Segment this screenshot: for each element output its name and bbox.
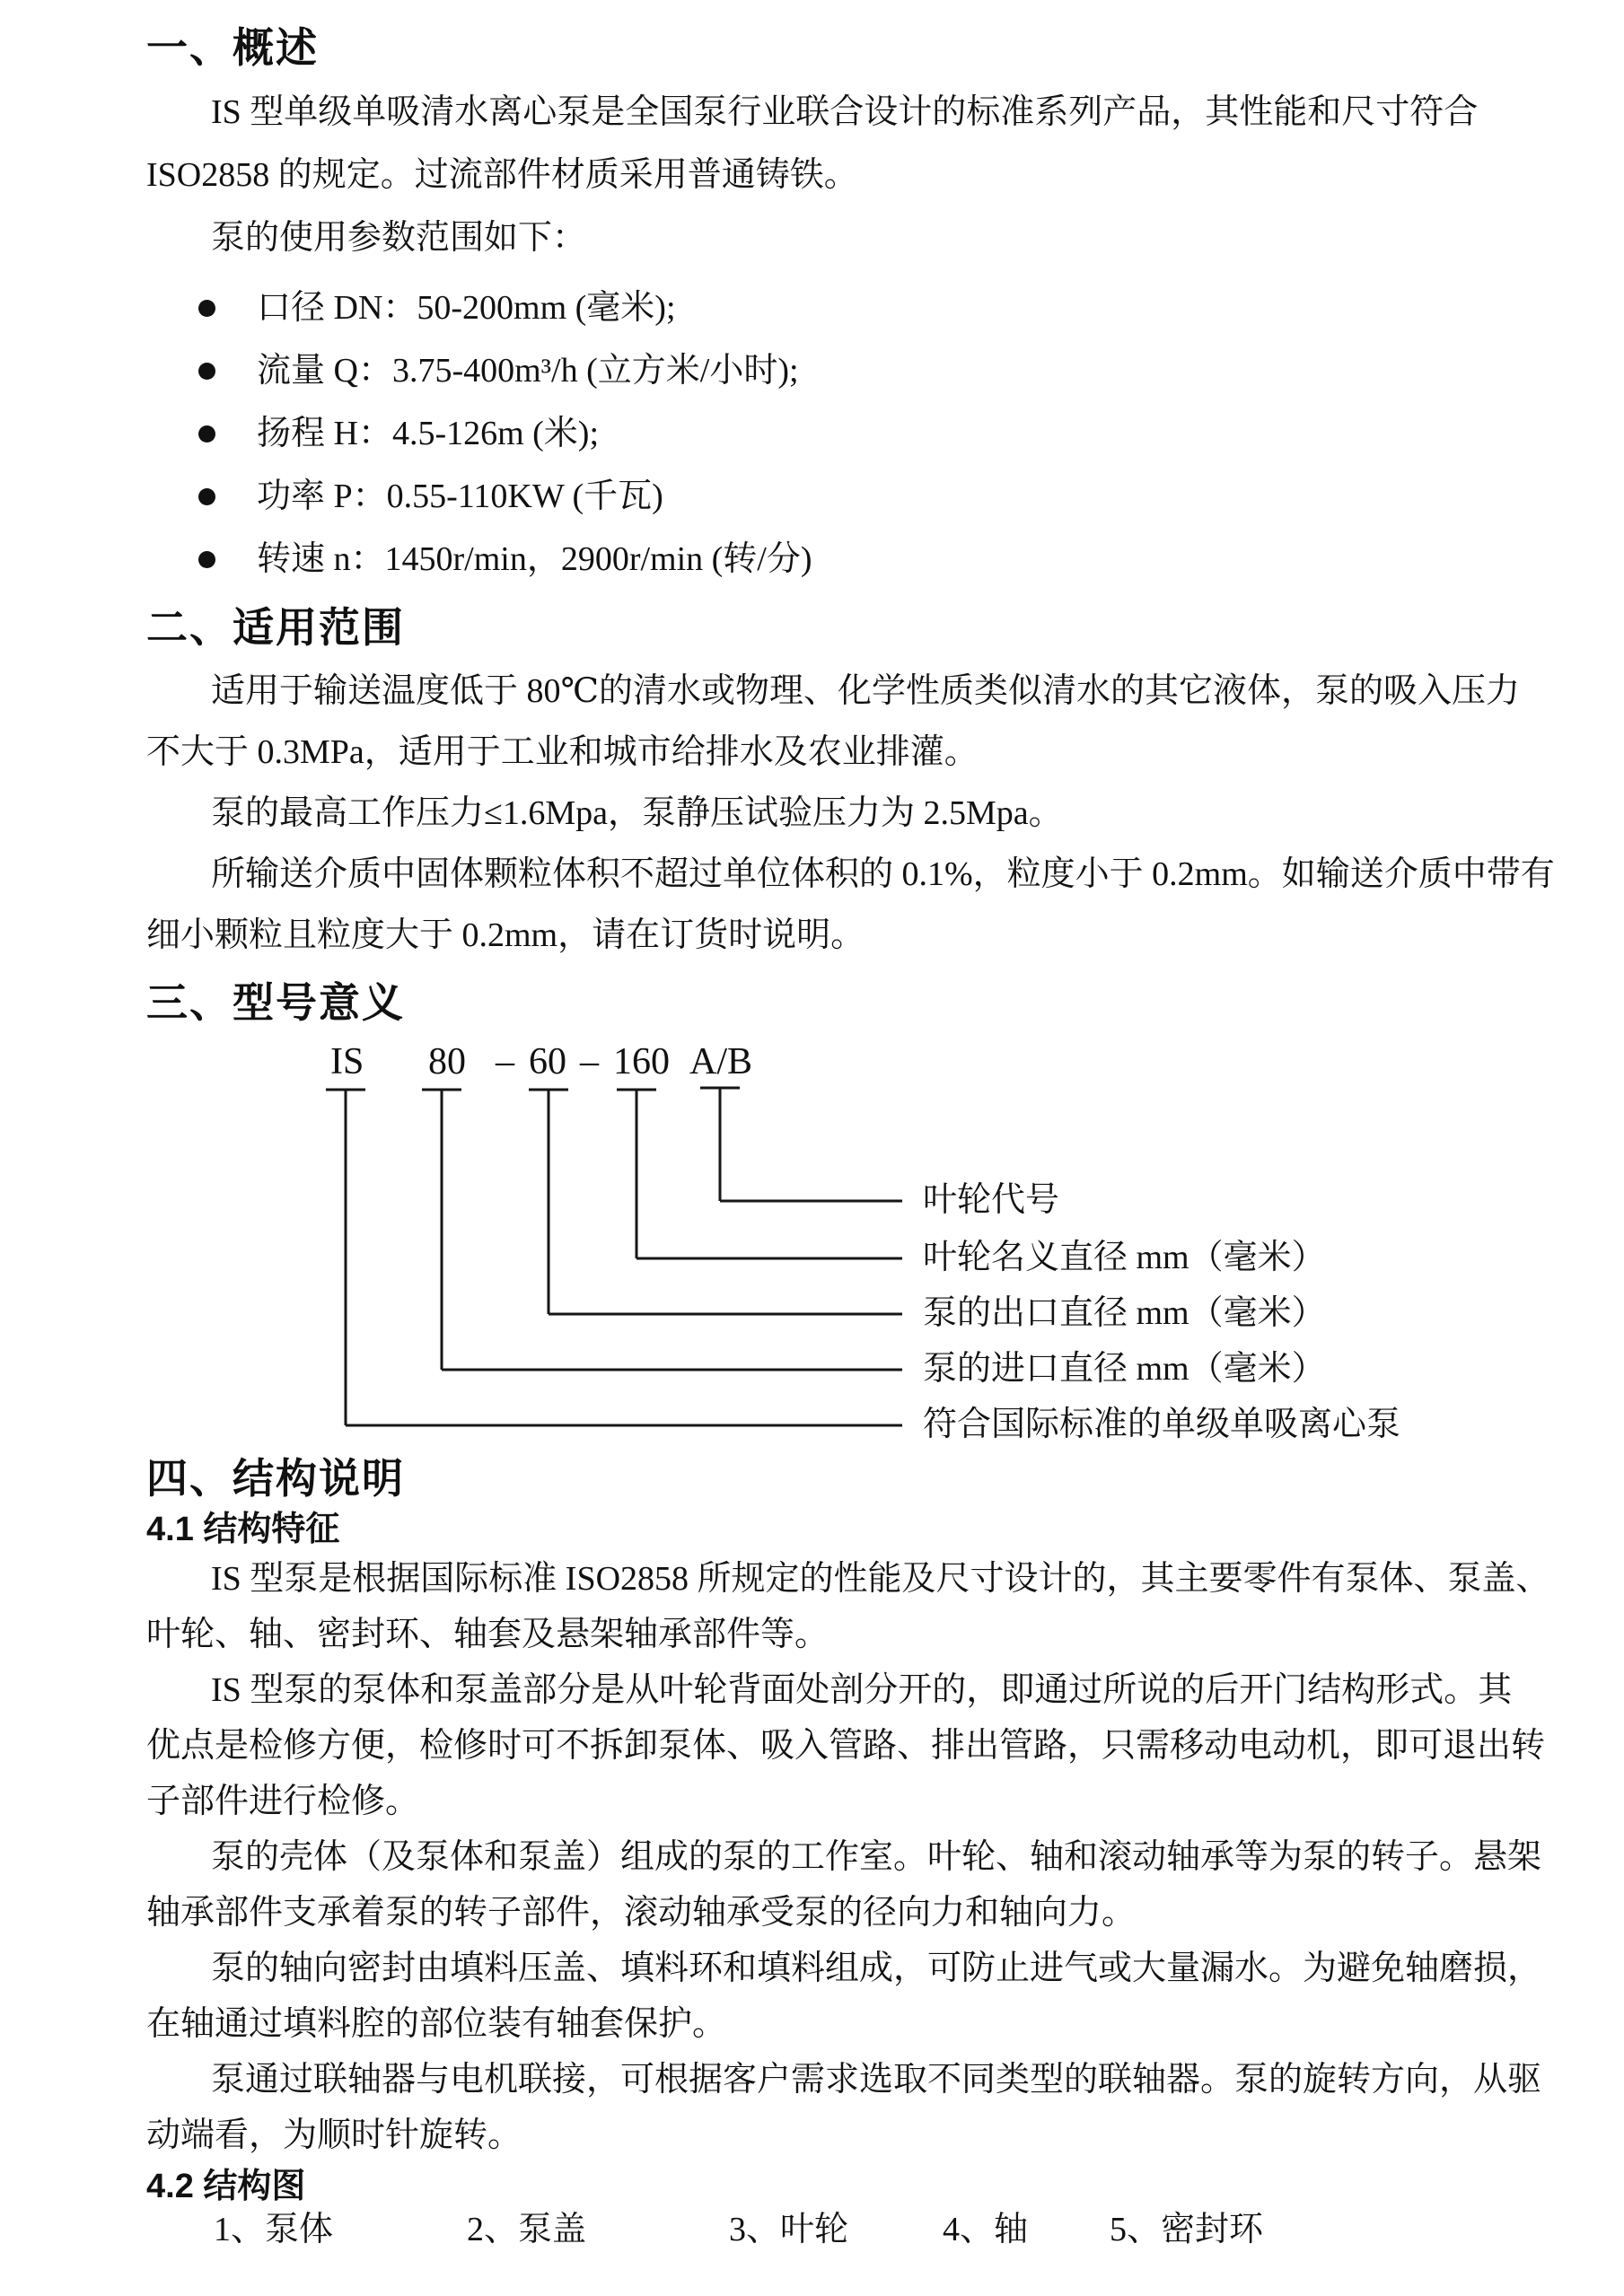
structure-paragraph-line: 泵通过联轴器与电机联接，可根据客户需求选取不同类型的联轴器。泵的旋转方向，从驱	[211, 2061, 1542, 2099]
model-diagram-connector-lines	[146, 1032, 1541, 1454]
model-code-outlet: 60	[529, 1041, 566, 1082]
model-label-impeller-code: 叶轮代号	[923, 1181, 1060, 1219]
structure-paragraph-line: 动端看，为顺时针旋转。	[146, 2116, 522, 2154]
part-item-pump-body: 1、泵体	[214, 2211, 334, 2248]
parameter-text: 扬程 H：4.5-126m (米);	[257, 415, 600, 452]
section-structure-heading: 四、结构说明	[146, 1455, 405, 1502]
parameter-item-flow	[146, 339, 1541, 402]
structure-paragraph-line: 泵的轴向密封由填料压盖、填料环和填料组成，可防止进气或大量漏水。为避免轴磨损，	[211, 1950, 1542, 1987]
structure-paragraph-line: 叶轮、轴、密封环、轴套及悬架轴承部件等。	[146, 1616, 830, 1653]
bullet-dot-icon	[198, 363, 215, 380]
structure-paragraph-line: 轴承部件支承着泵的转子部件，滚动轴承受泵的径向力和轴向力。	[146, 1894, 1137, 1932]
model-code-diagram	[146, 1032, 1541, 1454]
pump-parameter-list	[146, 276, 1541, 591]
model-code-dash-icon: –	[496, 1041, 514, 1082]
parameter-text: 转速 n：1450r/min，2900r/min (转/分)	[257, 540, 812, 578]
model-code-impeller-diameter: 160	[613, 1041, 670, 1082]
subsection-structure-drawing-heading: 4.2 结构图	[146, 2168, 306, 2205]
parameter-item-diameter	[146, 276, 1541, 339]
structure-paragraph-line: IS 型泵的泵体和泵盖部分是从叶轮背面处剖分开的，即通过所说的后开门结构形式。其	[211, 1671, 1513, 1709]
part-item-pump-cover: 2、泵盖	[467, 2211, 587, 2248]
parameter-text: 口径 DN：50-200mm (毫米);	[257, 289, 676, 327]
application-paragraph-line: 不大于 0.3MPa，适用于工业和城市给排水及农业排灌。	[146, 733, 979, 771]
parameter-item-head	[146, 402, 1541, 465]
structure-paragraph-line: 在轴通过填料腔的部位装有轴套保护。	[146, 2005, 727, 2043]
subsection-structure-features-heading: 4.1 结构特征	[146, 1511, 340, 1548]
bullet-dot-icon	[198, 488, 215, 505]
model-code-dash-icon: –	[580, 1041, 599, 1082]
application-paragraph-line: 泵的最高工作压力≤1.6Mpa，泵静压试验压力为 2.5Mpa。	[211, 794, 1063, 832]
bullet-dot-icon	[198, 425, 215, 443]
structure-paragraph-line: 泵的壳体（及泵体和泵盖）组成的泵的工作室。叶轮、轴和滚动轴承等为泵的转子。悬架	[211, 1838, 1542, 1876]
model-code-series: IS	[330, 1041, 364, 1082]
model-label-inlet-diameter: 泵的进口直径 mm（毫米）	[923, 1350, 1326, 1388]
overview-paragraph-line: ISO2858 的规定。过流部件材质采用普通铸铁。	[146, 156, 858, 194]
part-item-impeller: 3、叶轮	[729, 2211, 849, 2248]
structure-paragraph-line: 子部件进行检修。	[146, 1783, 420, 1820]
model-code-variant: A/B	[689, 1041, 753, 1082]
model-label-outlet-diameter: 泵的出口直径 mm（毫米）	[923, 1294, 1326, 1332]
application-paragraph-line: 细小颗粒且粒度大于 0.2mm，请在订货时说明。	[146, 916, 865, 954]
parameter-text: 流量 Q：3.75-400m³/h (立方米/小时);	[257, 352, 799, 390]
bullet-dot-icon	[198, 551, 215, 568]
application-paragraph-line: 适用于输送温度低于 80℃的清水或物理、化学性质类似清水的其它液体，泵的吸入压力	[211, 672, 1521, 710]
parameter-item-speed	[146, 528, 1541, 591]
overview-paragraph-line: 泵的使用参数范围如下：	[211, 219, 587, 257]
pump-parts-list	[146, 2208, 1541, 2251]
model-label-impeller-diameter: 叶轮名义直径 mm（毫米）	[923, 1239, 1326, 1276]
model-code-inlet: 80	[428, 1041, 466, 1082]
section-application-heading: 二、适用范围	[146, 604, 405, 651]
part-item-shaft: 4、轴	[943, 2211, 1029, 2248]
structure-paragraph-line: IS 型泵是根据国际标准 ISO2858 所规定的性能及尺寸设计的，其主要零件有泵体、泵盖、	[211, 1560, 1550, 1598]
structure-paragraph-line: 优点是检修方便，检修时可不拆卸泵体、吸入管路、排出管路，只需移动电动机，即可退出转	[146, 1727, 1546, 1765]
bullet-dot-icon	[198, 300, 215, 317]
overview-paragraph-line: IS 型单级单吸清水离心泵是全国泵行业联合设计的标准系列产品，其性能和尺寸符合	[211, 93, 1479, 131]
parameter-text: 功率 P：0.55-110KW (千瓦)	[257, 478, 663, 515]
part-item-seal-ring: 5、密封环	[1110, 2211, 1264, 2248]
parameter-item-power	[146, 465, 1541, 528]
model-label-standard-pump: 符合国际标准的单级单吸离心泵	[923, 1406, 1401, 1443]
application-paragraph-line: 所输送介质中固体颗粒体积不超过单位体积的 0.1%，粒度小于 0.2mm。如输送介质中带有	[211, 855, 1555, 893]
section-model-heading: 三、型号意义	[146, 979, 405, 1026]
section-overview-heading: 一、概述	[146, 24, 319, 71]
